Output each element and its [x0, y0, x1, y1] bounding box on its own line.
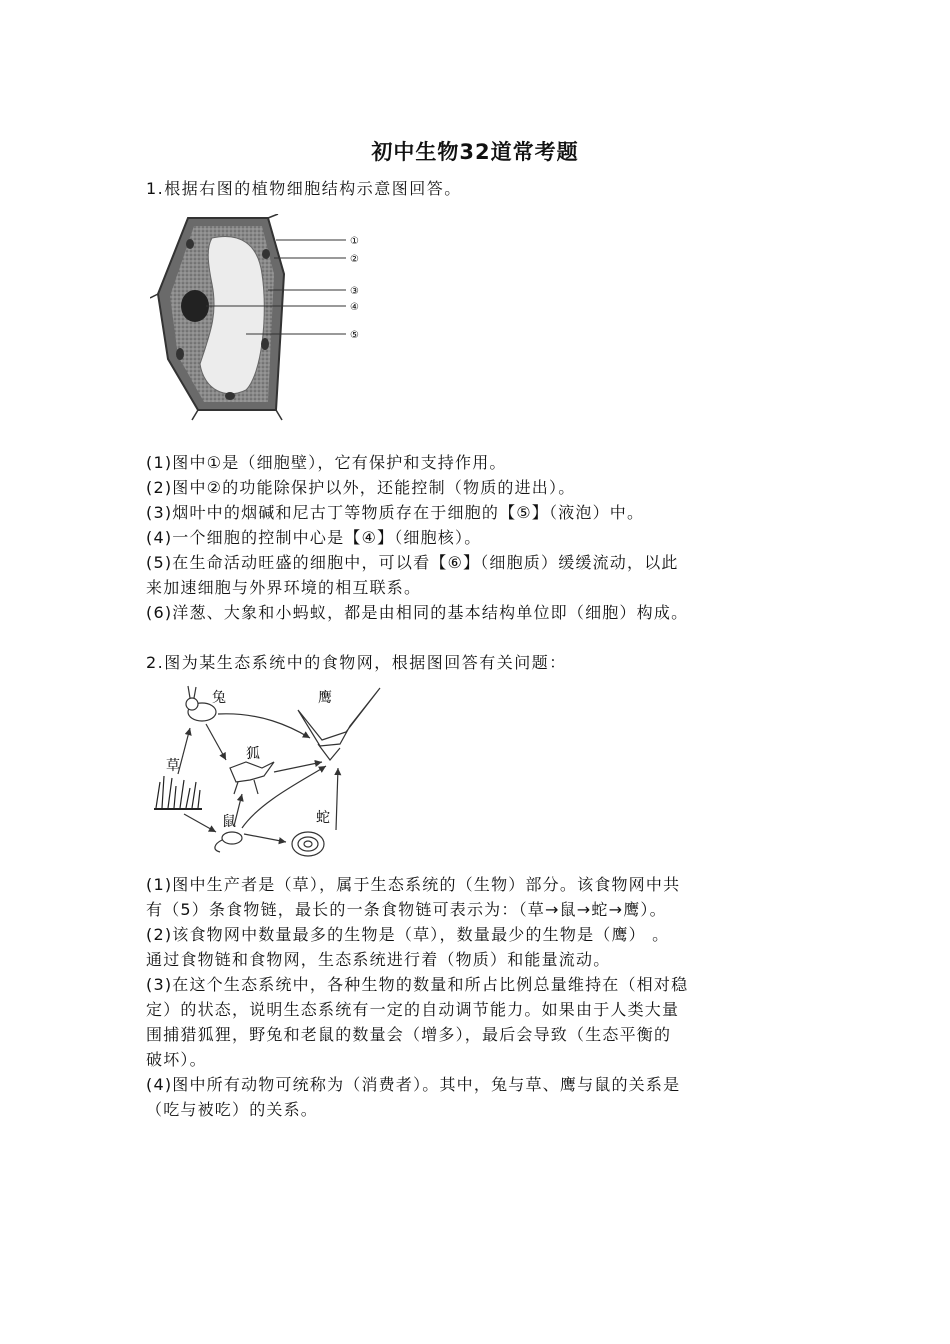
mouse-label: 鼠: [222, 814, 236, 830]
answer-line: (1)图中①是（细胞壁），它有保护和支持作用。: [146, 453, 507, 472]
question-2-stem: 2.图为某生态系统中的食物网，根据图回答有关问题：: [146, 653, 567, 672]
plant-cell-diagram: [150, 214, 390, 424]
answer-line: （吃与被吃）的关系。: [146, 1100, 319, 1119]
answer-line: 有（5）条食物链，最长的一条食物链可表示为：（草→鼠→蛇→鹰）。: [146, 900, 667, 919]
answer-line: 定）的状态，说明生态系统有一定的自动调节能力。如果由于人类大量: [146, 1000, 680, 1019]
question-1-stem: 1.根据右图的植物细胞结构示意图回答。: [146, 179, 462, 198]
answer-line: (4)图中所有动物可统称为（消费者）。其中，兔与草、鹰与鼠的关系是: [146, 1075, 681, 1094]
answer-line: (1)图中生产者是（草），属于生态系统的（生物）部分。该食物网中共: [146, 875, 681, 894]
page-title: 初中生物32道常考题: [371, 140, 579, 164]
food-web-diagram: [150, 682, 390, 862]
eagle-figure: [298, 688, 380, 760]
cell-label-2: ②: [350, 254, 359, 265]
answer-line: (2)该食物网中数量最多的生物是（草），数量最少的生物是（鹰） 。: [146, 925, 670, 944]
fox-figure: [230, 762, 274, 794]
answer-paragraph-1: [146, 872, 806, 922]
answer-paragraph-3: [146, 972, 806, 1072]
rabbit-label: 兔: [212, 690, 226, 706]
fox-label: 狐: [246, 746, 260, 762]
mouse-figure: [215, 832, 242, 852]
answer-line: (6)洋葱、大象和小蚂蚁，都是由相同的基本结构单位即（细胞）构成。: [146, 603, 689, 622]
answer-line: 通过食物链和食物网，生态系统进行着（物质）和能量流动。: [146, 950, 611, 969]
answer-paragraph-2: [146, 922, 806, 972]
answer-line: 来加速细胞与外界环境的相互联系。: [146, 578, 422, 597]
question-2-answers: [146, 872, 806, 1122]
cell-label-4: ④: [350, 302, 359, 313]
question-1-answers: [146, 450, 806, 625]
nucleus-shape: [181, 290, 209, 322]
grass-label: 草: [166, 758, 180, 774]
snake-figure: [292, 832, 324, 856]
answer-line: (2)图中②的功能除保护以外，还能控制（物质的进出）。: [146, 478, 576, 497]
answer-line: 破坏）。: [146, 1050, 207, 1069]
answer-line: (5)在生命活动旺盛的细胞中，可以看【⑥】（细胞质）缓缓流动，以此: [146, 553, 679, 572]
answer-line: 围捕猎狐狸，野兔和老鼠的数量会（增多），最后会导致（生态平衡的: [146, 1025, 672, 1044]
snake-label: 蛇: [316, 810, 330, 826]
answer-line: (3)在这个生态系统中，各种生物的数量和所占比例总量维持在（相对稳: [146, 975, 689, 994]
cell-label-1: ①: [350, 236, 359, 247]
grass-figure: [154, 776, 202, 809]
answer-paragraph-4: [146, 1072, 806, 1122]
cell-label-5: ⑤: [350, 330, 359, 341]
eagle-label: 鹰: [318, 690, 332, 706]
cell-label-3: ③: [350, 286, 359, 297]
answer-line: (3)烟叶中的烟碱和尼古丁等物质存在于细胞的【⑤】（液泡）中。: [146, 503, 645, 522]
answer-line: (4)一个细胞的控制中心是【④】（细胞核）。: [146, 528, 482, 547]
